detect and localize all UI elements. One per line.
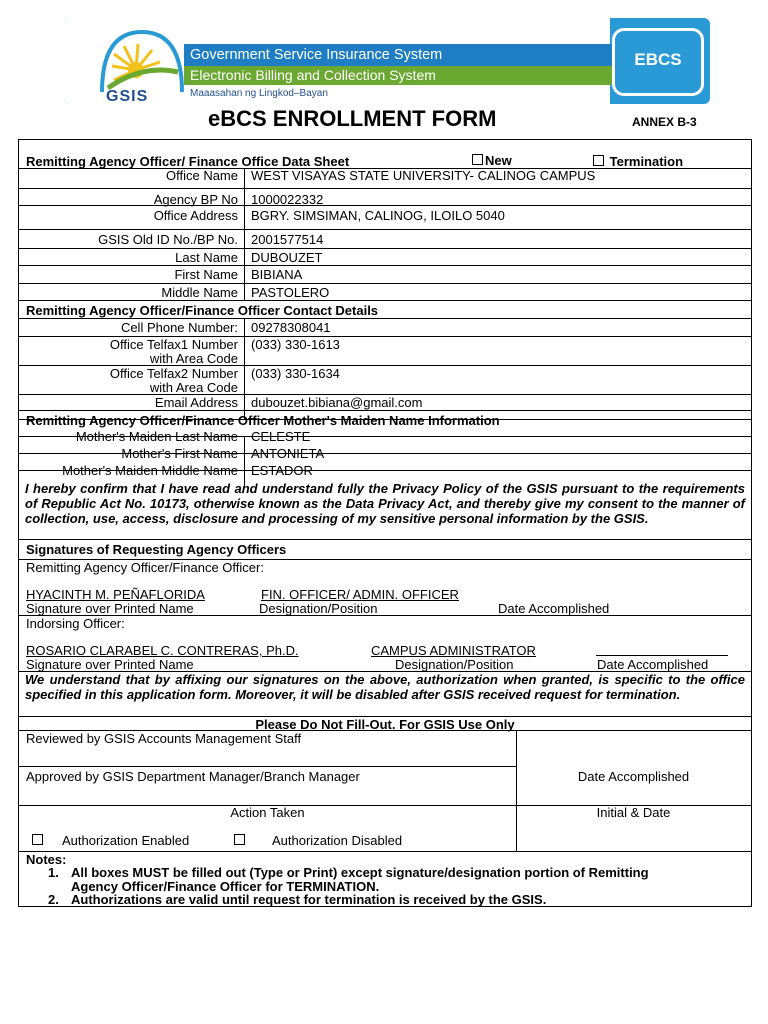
banner-tagline: Maaasahan ng Lingkod–Bayan (190, 88, 328, 99)
telfax2-value[interactable]: (033) 330-1634 (251, 366, 340, 381)
email-value[interactable]: dubouzet.bibiana@gmail.com (251, 395, 423, 410)
ebcs-badge (612, 28, 704, 96)
note2-number: 2. (48, 892, 59, 907)
col-divider (244, 168, 245, 300)
last-name-value[interactable]: DUBOUZET (251, 250, 323, 265)
row-divider (19, 410, 751, 411)
indorsing-date-caption: Date Accomplished (597, 657, 709, 672)
indorsing-designation[interactable]: CAMPUS ADMINISTRATOR (371, 643, 536, 658)
middle-name-value[interactable]: PASTOLERO (251, 285, 330, 300)
date-accomplished-label: Date Accomplished (577, 769, 690, 784)
mother-middle-label: Mother's Maiden Middle Name (62, 463, 238, 478)
agency-bp-label: Agency BP No (153, 192, 238, 207)
section2-heading: Remitting Agency Officer/Finance Officer Contact Details (26, 303, 379, 318)
authorization-disabled-label: Authorization Disabled (272, 833, 403, 848)
ebcs-badge-text: EBCS (634, 50, 682, 69)
officer-designation[interactable]: FIN. OFFICER/ ADMIN. OFFICER (261, 587, 459, 602)
header-banner (64, 18, 710, 104)
row-divider (19, 539, 751, 540)
action-taken-label: Action Taken (230, 805, 305, 820)
officer-designation-caption: Designation/Position (259, 601, 378, 616)
mother-first-label: Mother's First Name (121, 446, 238, 461)
row-divider (19, 229, 751, 230)
indorsing-signature-caption: Signature over Printed Name (26, 657, 194, 672)
col-divider (244, 436, 245, 487)
gsis-use-heading: Please Do Not Fill-Out. For GSIS Use Only (255, 717, 515, 732)
authorization-enabled-label: Authorization Enabled (62, 833, 190, 848)
middle-name-label: Middle Name (161, 285, 238, 300)
gsis-sun-logo-icon (94, 26, 190, 96)
form-title: eBCS ENROLLMENT FORM (208, 106, 497, 131)
banner-line2: Electronic Billing and Collection System (190, 67, 436, 83)
new-checkbox[interactable] (472, 154, 483, 165)
row-divider (19, 318, 751, 319)
authorization-disabled-checkbox[interactable] (234, 834, 245, 845)
row-divider (19, 300, 751, 301)
officer-name[interactable]: HYACINTH M. PEÑAFLORIDA (26, 587, 205, 602)
indorsing-name[interactable]: ROSARIO CLARABEL C. CONTRERAS, Ph.D. (26, 643, 299, 658)
row-divider (19, 851, 751, 852)
mother-middle-value[interactable]: ESTADOR (251, 463, 313, 478)
approved-by-label: Approved by GSIS Department Manager/Branch Manager (26, 769, 360, 784)
section1-heading: Remitting Agency Officer/ Finance Office Data Sheet (26, 154, 350, 169)
section3-heading: Remitting Agency Officer/Finance Officer Mother's Maiden Name Information (26, 413, 500, 428)
annex-label: ANNEX B-3 (632, 115, 697, 129)
indorsing-designation-caption: Designation/Position (395, 657, 514, 672)
note1-line2: Agency Officer/Finance Officer for TERMINATION. (71, 879, 380, 894)
first-name-value[interactable]: BIBIANA (251, 267, 303, 282)
office-address-label: Office Address (153, 208, 238, 223)
note1-number: 1. (48, 865, 59, 880)
authorization-text: We understand that by affixing our signatures on the above, authorization when granted, is specific to the office specified in this application form. Moreover, it will be disabled after GSIS received request for termination. (25, 672, 745, 702)
mother-first-value[interactable]: ANTONIETA (251, 446, 325, 461)
cell-phone-label: Cell Phone Number: (120, 320, 238, 335)
note1-line1: All boxes MUST be filled out (Type or Print) except signature/designation portion of Remitting (71, 865, 649, 880)
last-name-label: Last Name (175, 250, 238, 265)
officer-signature-caption: Signature over Printed Name (26, 601, 194, 616)
gsis-logo-text: GSIS (106, 88, 149, 104)
office-name-value[interactable]: WEST VISAYAS STATE UNIVERSITY- CALINOG CAMPUS (251, 168, 596, 183)
new-option[interactable]: New (472, 153, 512, 168)
gsis-id-label: GSIS Old ID No./BP No. (98, 232, 238, 247)
telfax1-value[interactable]: (033) 330-1613 (251, 337, 340, 352)
col-divider (516, 730, 517, 851)
termination-option[interactable]: Termination (593, 154, 683, 169)
telfax2-label-line1: Office Telfax2 Number (109, 366, 238, 381)
notes-heading: Notes: (26, 852, 67, 867)
row-divider (19, 248, 751, 249)
banner-line1: Government Service Insurance System (190, 47, 443, 63)
termination-checkbox[interactable] (593, 155, 604, 166)
row-divider (19, 265, 751, 266)
telfax1-label-line1: Office Telfax1 Number (109, 337, 238, 352)
office-address-value[interactable]: BGRY. SIMSIMAN, CALINOG, ILOILO 5040 (251, 208, 505, 223)
telfax1-label-line2: with Area Code (149, 351, 238, 366)
row-divider (19, 188, 751, 189)
email-label: Email Address (154, 395, 238, 410)
initial-date-label: Initial & Date (596, 805, 671, 820)
note2-line1: Authorizations are valid until request for termination is received by the GSIS. (71, 892, 547, 907)
reviewed-by-label: Reviewed by GSIS Accounts Management Staff (26, 731, 302, 746)
signatures-heading: Signatures of Requesting Agency Officers (26, 542, 287, 557)
enrollment-form (18, 139, 752, 907)
first-name-label: First Name (174, 267, 238, 282)
col-divider (244, 318, 245, 419)
cell-phone-value[interactable]: 09278308041 (251, 320, 331, 335)
row-divider (19, 283, 751, 284)
gsis-id-value[interactable]: 2001577514 (251, 232, 324, 247)
agency-bp-value[interactable]: 1000022332 (251, 192, 324, 207)
telfax2-label-line2: with Area Code (149, 380, 238, 395)
mother-last-value[interactable]: CELESTE (251, 429, 311, 444)
officer-date-caption: Date Accomplished (498, 601, 610, 616)
office-name-label: Office Name (165, 168, 238, 183)
authorization-enabled-checkbox[interactable] (32, 834, 43, 845)
row-divider (19, 766, 516, 767)
indorsing-date-line (596, 655, 728, 656)
mother-last-label: Mother's Maiden Last Name (75, 429, 238, 444)
indorsing-label: Indorsing Officer: (26, 616, 125, 631)
privacy-consent-text: I hereby confirm that I have read and understand fully the Privacy Policy of the GSIS pursuant to the requirements of Republic Act No. 10173, otherwise known as the Data Privacy Act, and thereby give my consent to the manner of collection, use, access, disclosure and processing of my sensitive personal information by the GSIS. (25, 481, 745, 526)
officer-label: Remitting Agency Officer/Finance Officer: (26, 560, 264, 575)
